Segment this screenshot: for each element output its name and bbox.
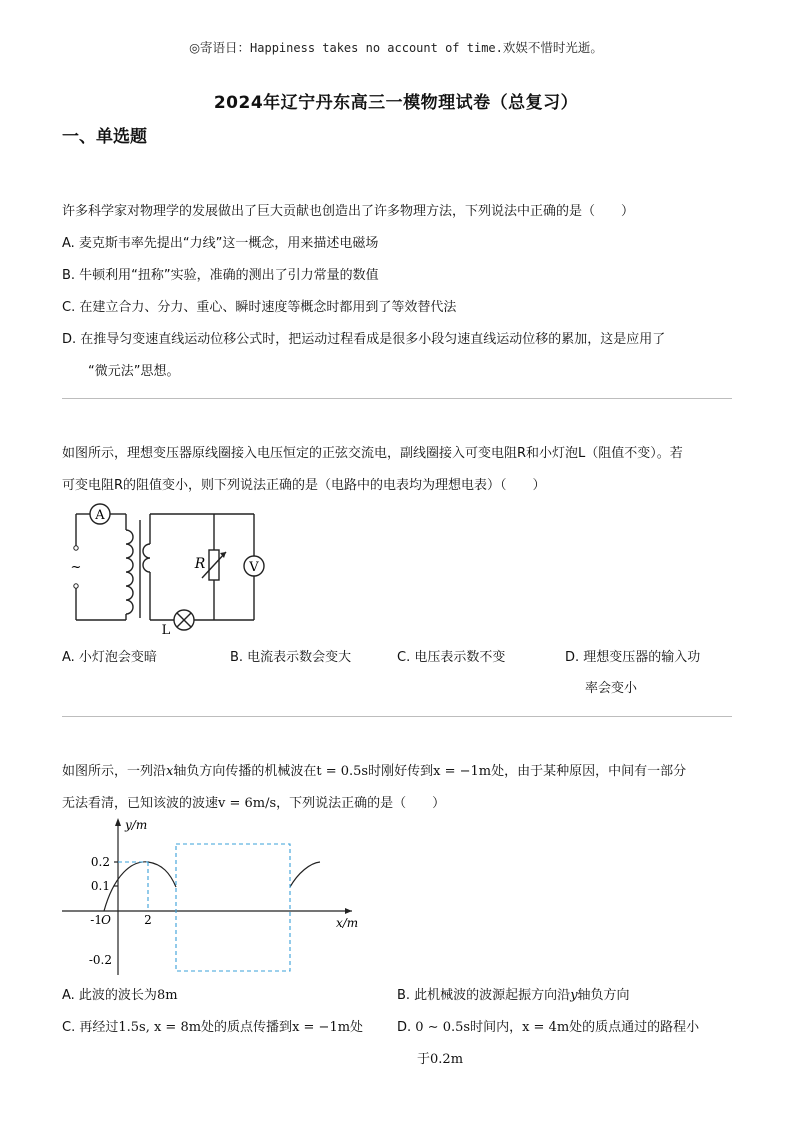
ammeter-label: A xyxy=(95,508,105,523)
secondary-coil-icon xyxy=(143,544,150,572)
q3-option-c: C. 再经过1.5s, x = 8m处的质点传播到x = −1m处 xyxy=(62,1020,364,1035)
q1-stem: 许多科学家对物理学的发展做出了巨大贡献也创造出了许多物理方法，下列说法中正确的是（ ） xyxy=(62,204,635,219)
motto-prefix: ◎寄语日： xyxy=(189,40,251,55)
q2-stem-cont: 可变电阻R的阻值变小，则下列说法正确的是（电路中的电表均为理想电表）（ ） xyxy=(62,478,546,493)
q3-option-d: D. 0 ∼ 0.5s时间内，x = 4m处的质点通过的路程小 xyxy=(397,1020,700,1035)
q2-option-d: D. 理想变压器的输入功 xyxy=(565,650,701,665)
y-tick-0.2: 0.2 xyxy=(90,855,110,869)
resistor-label: R xyxy=(194,556,206,572)
q3-option-b: B. 此机械波的波源起振方向沿y轴负方向 xyxy=(397,988,630,1003)
q2-option-a: A. 小灯泡会变暗 xyxy=(62,650,157,665)
q1-option-d-cont: “微元法”思想。 xyxy=(88,364,180,379)
motto-chinese: 欢娱不惜时光逝。 xyxy=(502,40,603,55)
q3-option-a: A. 此波的波长为8m xyxy=(62,988,178,1003)
lamp-label: L xyxy=(161,623,171,638)
q1-option-a: A. 麦克斯韦率先提出“力线”这一概念，用来描述电磁场 xyxy=(62,236,379,251)
motto xyxy=(0,38,792,56)
divider xyxy=(62,398,732,399)
transformer-circuit-diagram xyxy=(62,500,272,640)
motto-english: Happiness takes no account of time. xyxy=(250,41,503,55)
q2-option-b: B. 电流表示数会变大 xyxy=(230,650,352,665)
voltmeter-label: V xyxy=(249,560,259,575)
primary-coil-icon xyxy=(126,530,133,614)
q3-stem-cont: 无法看清，已知该波的波速v = 6m/s，下列说法正确的是（ ） xyxy=(62,796,446,811)
q2-stem: 如图所示，理想变压器原线圈接入电压恒定的正弦交流电，副线圈接入可变电阻R和小灯泡L（阻值不变）。若 xyxy=(62,446,683,461)
q3-option-d-cont: 于0.2m xyxy=(417,1052,464,1067)
y-tick-neg0.2: -0.2 xyxy=(88,953,112,967)
q2-option-c: C. 电压表示数不变 xyxy=(397,650,506,665)
q1-option-c: C. 在建立合力、分力、重心、瞬时速度等概念时都用到了等效替代法 xyxy=(62,300,457,315)
page-title: 2024年辽宁丹东高三一模物理试卷（总复习） xyxy=(213,93,579,113)
y-tick-0.1: 0.1 xyxy=(90,879,110,893)
x-tick-neg1: -1 xyxy=(90,913,102,927)
wave-graph xyxy=(62,815,362,980)
wave-curve-right xyxy=(290,862,320,887)
section-heading: 一、单选题 xyxy=(62,127,147,147)
obscured-region xyxy=(176,844,290,971)
x-axis-label: x/m xyxy=(336,916,359,930)
x-tick-2: 2 xyxy=(144,913,152,927)
divider xyxy=(62,716,732,717)
q2-option-d-cont: 率会变小 xyxy=(585,681,638,696)
q3-stem: 如图所示，一列沿x轴负方向传播的机械波在t = 0.5s时刚好传到x = −1m处，由于某种原因，中间有一部分 xyxy=(62,764,687,779)
q1-option-d: D. 在推导匀变速直线运动位移公式时，把运动过程看成是很多小段匀速直线运动位移的累加，这是应用了 xyxy=(62,332,666,347)
ac-source-label: ~ xyxy=(70,560,82,575)
q1-option-b: B. 牛顿利用“扭称”实验，准确的测出了引力常量的数值 xyxy=(62,268,379,283)
origin-label: O xyxy=(101,913,111,927)
y-axis-label: y/m xyxy=(125,818,148,832)
